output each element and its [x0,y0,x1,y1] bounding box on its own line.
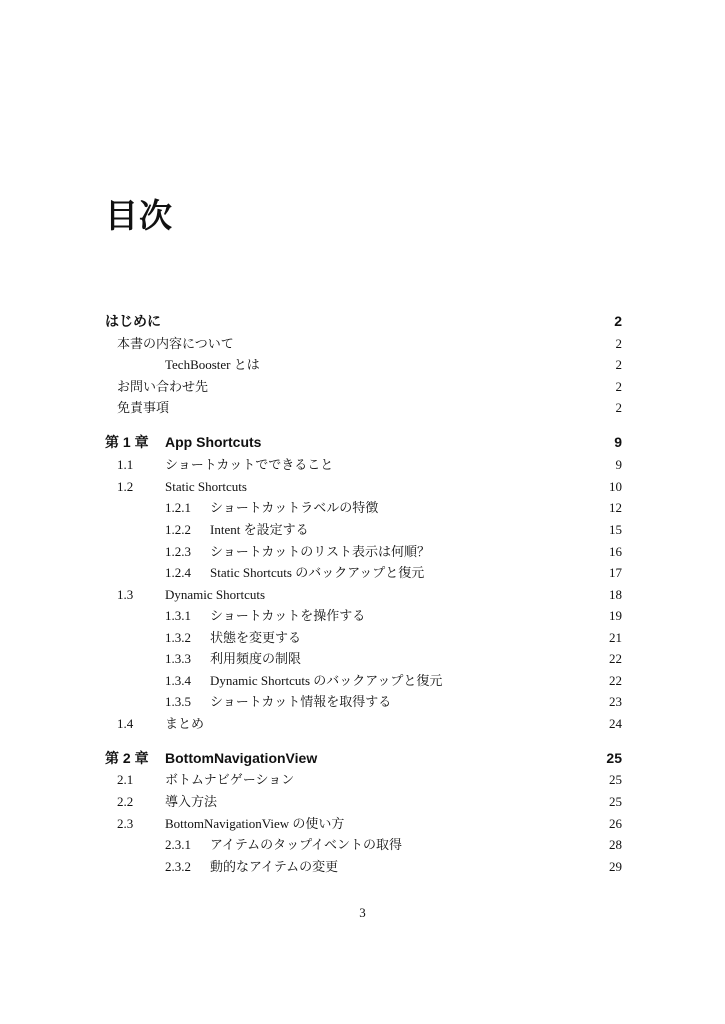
toc-number: 第 1 章 [105,434,149,450]
toc-row [0,563,725,583]
toc-number: 2.3 [117,816,134,831]
toc-row [0,835,725,855]
toc-page-number: 25 [602,748,622,768]
toc-page-number: 15 [605,520,622,540]
toc-number: 2.3.2 [165,859,191,874]
toc-page-number: 16 [605,542,622,562]
toc-number: 1.2.2 [165,522,191,537]
toc-page-number: 2 [612,398,623,418]
toc-page-number: 28 [605,835,622,855]
toc-title: 本書の内容について [117,334,238,354]
toc-page-number: 9 [610,432,622,452]
toc-page-number: 19 [605,606,622,626]
toc-chapter-row [0,748,725,768]
toc-page-number: 25 [605,792,622,812]
toc-title: ボトムナビゲーション [165,770,298,790]
toc-number: 第 2 章 [105,750,149,766]
toc-row [0,628,725,648]
toc-number: 2.1 [117,772,134,787]
toc-title: アイテムのタップイベントの取得 [210,835,406,855]
toc-number: 1.3.1 [165,608,191,623]
toc-page-number: 2 [612,334,623,354]
toc-number: 1.3.3 [165,651,191,666]
toc-row [0,542,725,562]
toc-chapter-row [0,432,725,452]
toc-page-number: 22 [605,671,622,691]
toc-title: ショートカットラベルの特徴 [210,498,382,518]
toc-title: Dynamic Shortcuts [165,585,269,605]
toc-title: Dynamic Shortcuts のバックアップと復元 [210,671,446,691]
toc-number: 2.2 [117,794,134,809]
toc-row [0,498,725,518]
toc-page-number: 12 [605,498,622,518]
toc-title: BottomNavigationView [165,748,321,768]
toc-row [0,355,725,375]
toc-title: App Shortcuts [165,432,265,452]
toc-number: 1.2.3 [165,544,191,559]
toc-row [0,671,725,691]
page-number: 3 [359,905,366,920]
toc-page-number: 23 [605,692,622,712]
toc-title: ショートカット情報を取得する [210,692,395,712]
toc-page-number: 21 [605,628,622,648]
toc-title: Static Shortcuts のバックアップと復元 [210,563,428,583]
toc-row [0,334,725,354]
toc-title: ショートカットでできること [165,455,337,475]
toc-row [0,857,725,877]
toc-page-number: 22 [605,649,622,669]
toc-page-number: 9 [612,455,623,475]
toc-title: Intent を設定する [210,520,313,540]
toc-page-number: 25 [605,770,622,790]
toc-page-number: 2 [612,377,623,397]
toc-number: 1.4 [117,716,134,731]
toc-page-number: 29 [605,857,622,877]
toc-number: 1.2.4 [165,565,191,580]
toc-title: 状態を変更する [210,628,305,648]
toc-row [0,398,725,418]
toc-title: TechBooster とは [165,355,264,375]
toc-number: 1.3.4 [165,673,191,688]
toc-row [0,649,725,669]
toc-number: 1.2.1 [165,500,191,515]
toc-title: 免責事項 [117,398,173,418]
toc-row [0,585,725,605]
toc-row [0,477,725,497]
toc-title: ショートカットを操作する [210,606,369,626]
toc-number: 1.1 [117,457,134,472]
toc-title: 導入方法 [165,792,221,812]
toc-row [0,377,725,397]
toc-title: お問い合わせ先 [117,377,212,397]
toc-number: 1.3.5 [165,694,191,709]
toc-title: 利用頻度の制限 [210,649,305,669]
toc-title: まとめ [165,714,208,734]
toc-title: ショートカットのリスト表示は何順？ [210,542,434,562]
toc-page-number: 2 [612,355,623,375]
toc-page-number: 26 [605,814,622,834]
toc-page-number: 10 [605,477,622,497]
toc-title: はじめに [105,311,165,331]
toc-row [0,520,725,540]
toc-row [0,792,725,812]
toc-title: BottomNavigationView の使い方 [165,814,348,834]
toc-page-number: 24 [605,714,622,734]
toc-row [0,606,725,626]
toc-title: 動的なアイテムの変更 [210,857,342,877]
toc-chapter-row [0,311,725,331]
toc-number: 1.3 [117,587,134,602]
toc-row [0,770,725,790]
toc-row [0,692,725,712]
toc-row [0,814,725,834]
toc-page-number: 18 [605,585,622,605]
toc-title: Static Shortcuts [165,477,251,497]
toc-page-number: 17 [605,563,622,583]
toc-page-number: 2 [610,311,622,331]
toc-row [0,455,725,475]
toc-number: 1.3.2 [165,630,191,645]
toc-number: 1.2 [117,479,134,494]
toc-number: 2.3.1 [165,837,191,852]
page-title: 目次 [105,196,173,235]
toc-row [0,714,725,734]
